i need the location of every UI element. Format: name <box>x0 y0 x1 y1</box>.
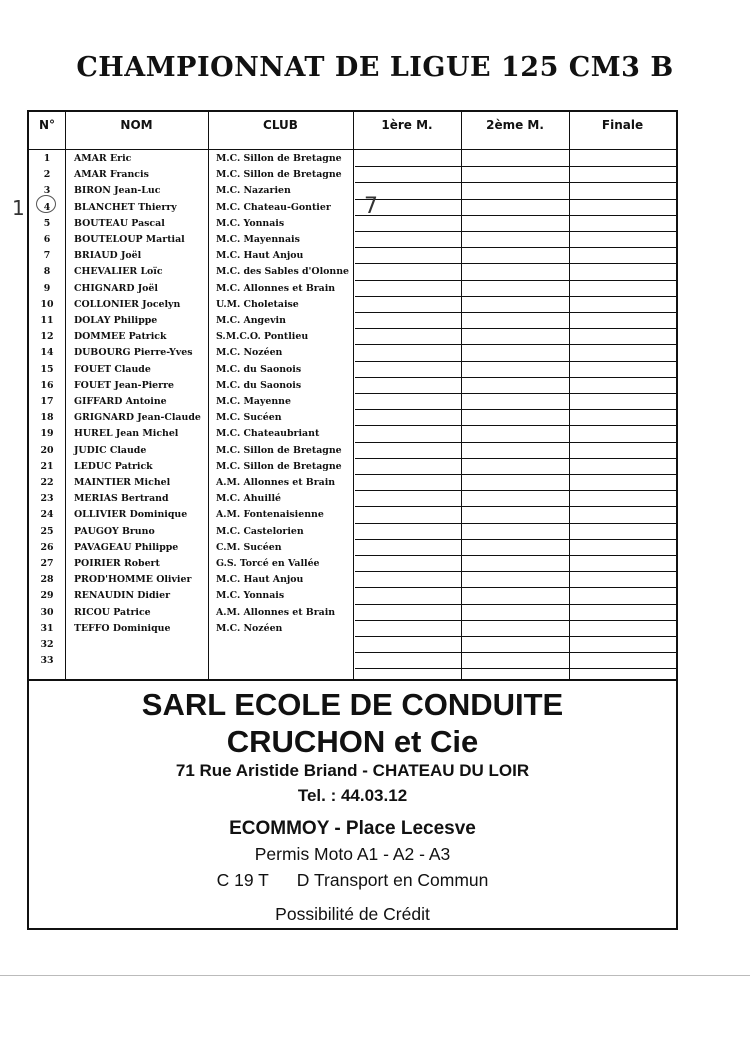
rider-number: 18 <box>40 412 54 424</box>
rider-club: M.C. Nozéen <box>216 622 283 634</box>
table-row <box>29 605 676 621</box>
rider-name: FOUET Claude <box>74 363 151 375</box>
rider-number: 33 <box>40 655 54 667</box>
ad-licence-d: D Transport en Commun <box>296 870 489 890</box>
rider-club: M.C. du Saonois <box>216 379 302 391</box>
rider-number: 1 <box>43 153 51 164</box>
rider-name: FOUET Jean-Pierre <box>74 379 174 391</box>
rider-number: 5 <box>43 217 51 229</box>
rider-name: OLLIVIER Dominique <box>74 509 188 521</box>
rider-name: BOUTELOUP Martial <box>74 234 185 245</box>
rider-club: M.C. Allonnes et Brain <box>216 282 336 294</box>
ad-company: SARL ECOLE DE CONDUITE <box>141 687 564 722</box>
header-nom: NOM <box>120 118 153 132</box>
table-row <box>29 232 676 248</box>
ad-licences-other <box>29 870 676 891</box>
ad-credit: Possibilité de Crédit <box>275 904 430 924</box>
table-row <box>29 540 676 556</box>
rider-number: 29 <box>40 590 54 602</box>
rider-name: CHIGNARD Joël <box>74 282 158 294</box>
rider-name: BOUTEAU Pascal <box>74 217 165 229</box>
rider-club: M.C. du Saonois <box>216 363 302 375</box>
rider-number: 4 <box>43 201 51 213</box>
rider-club: A.M. Allonnes et Brain <box>216 477 336 488</box>
rider-number: 20 <box>40 444 54 456</box>
rider-name: COLLONIER Jocelyn <box>74 298 181 310</box>
rider-number: 3 <box>43 185 51 197</box>
table-row <box>29 491 676 507</box>
rider-name: AMAR Eric <box>74 153 132 164</box>
rider-name: POIRIER Robert <box>74 558 160 569</box>
rider-club: A.M. Fontenaisienne <box>216 509 324 521</box>
table-row <box>29 459 676 475</box>
table-row <box>29 264 676 280</box>
rider-number: 16 <box>40 379 54 391</box>
table-row <box>29 345 676 361</box>
rider-club: M.C. Nozéen <box>216 347 283 359</box>
rider-number: 19 <box>40 428 54 440</box>
rider-name: MERIAS Bertrand <box>74 493 169 505</box>
table-row <box>29 216 676 232</box>
rider-name: MAINTIER Michel <box>74 477 171 488</box>
rider-club: M.C. Sillon de Bretagne <box>216 153 342 164</box>
rider-number: 23 <box>40 493 54 505</box>
rider-number: 30 <box>40 606 54 618</box>
handwritten-margin-mark: 1 <box>12 196 25 220</box>
rider-club: M.C. Haut Anjou <box>216 250 304 262</box>
rider-name: GRIGNARD Jean-Claude <box>74 412 201 424</box>
rider-name: BIRON Jean-Luc <box>74 185 161 197</box>
rider-number: 25 <box>40 525 54 537</box>
handwritten-score: 7 <box>364 194 378 219</box>
table-row <box>29 588 676 604</box>
rider-name: LEDUC Patrick <box>74 460 153 472</box>
rider-name: AMAR Francis <box>74 169 149 181</box>
rider-club: M.C. Sillon de Bretagne <box>216 169 342 181</box>
rider-number: 12 <box>40 331 54 343</box>
rider-club: M.C. Yonnais <box>216 590 285 602</box>
rider-club: M.C. Mayenne <box>216 396 291 407</box>
rider-number: 21 <box>40 460 54 472</box>
rider-name: DOLAY Philippe <box>74 315 158 326</box>
rider-name: TEFFO Dominique <box>74 622 171 634</box>
rider-number: 15 <box>40 363 54 375</box>
rider-name: GIFFARD Antoine <box>74 396 167 407</box>
row-divider <box>355 668 676 669</box>
rider-club: A.M. Allonnes et Brain <box>216 606 336 618</box>
ad-licences: Permis Moto A1 - A2 - A3 <box>254 844 451 864</box>
rider-number: 32 <box>40 639 54 650</box>
rider-club: M.C. Chateau-Gontier <box>216 201 331 213</box>
rider-name: RENAUDIN Didier <box>74 590 171 602</box>
rider-club: M.C. des Sables d'Olonne <box>216 266 349 278</box>
header-manche-1: 1ère M. <box>381 118 433 132</box>
table-row <box>29 637 676 653</box>
rider-number: 11 <box>40 315 54 326</box>
rider-club: M.C. Sucéen <box>216 412 282 424</box>
rider-club: M.C. Castelorien <box>216 525 304 537</box>
table-row <box>29 167 676 183</box>
rider-club: S.M.C.O. Pontlieu <box>216 331 309 343</box>
header-finale: Finale <box>601 118 644 132</box>
rider-name: DUBOURG Pierre-Yves <box>74 347 193 359</box>
ad-address: 71 Rue Aristide Briand - CHATEAU DU LOIR <box>175 761 530 780</box>
rider-club: U.M. Choletaise <box>216 298 299 310</box>
rider-name: HUREL Jean Michel <box>74 428 179 440</box>
rider-club: M.C. Chateaubriant <box>216 428 320 440</box>
table-row <box>29 426 676 442</box>
header-club: CLUB <box>263 118 298 132</box>
rider-club: C.M. Sucéen <box>216 541 282 553</box>
rider-number: 7 <box>43 250 51 262</box>
rider-number: 14 <box>40 347 54 359</box>
table-row <box>29 507 676 523</box>
rider-name: PAVAGEAU Philippe <box>74 541 179 553</box>
rider-name: JUDIC Claude <box>74 444 147 456</box>
table-row <box>29 443 676 459</box>
ad-branch: ECOMMOY - Place Lecesve <box>229 818 476 839</box>
table-row <box>29 410 676 426</box>
table-row <box>29 394 676 410</box>
table-row <box>29 556 676 572</box>
rider-name: DOMMEE Patrick <box>74 331 167 343</box>
rider-club: G.S. Torcé en Vallée <box>216 558 320 569</box>
header-divider <box>29 149 676 150</box>
table-row <box>29 297 676 313</box>
table-row <box>29 183 676 199</box>
ad-licence-c: C 19 T <box>216 870 269 890</box>
header-num: N° <box>38 118 56 132</box>
rider-name: PROD'HOMME Olivier <box>74 574 192 586</box>
rider-name: RICOU Patrice <box>74 606 151 618</box>
table-row <box>29 362 676 378</box>
rider-club: M.C. Haut Anjou <box>216 574 304 586</box>
table-row <box>29 313 676 329</box>
rider-club: M.C. Ahuillé <box>216 493 282 505</box>
rider-number: 27 <box>40 558 54 569</box>
handwritten-circle <box>36 195 56 213</box>
rider-name: CHEVALIER Loïc <box>74 266 163 278</box>
table-row <box>29 329 676 345</box>
rider-number: 10 <box>40 298 54 310</box>
table-row <box>29 248 676 264</box>
rider-club: M.C. Yonnais <box>216 217 285 229</box>
table-row <box>29 653 676 669</box>
results-form <box>27 110 678 930</box>
table-row <box>29 475 676 491</box>
rider-number: 28 <box>40 574 54 586</box>
rider-number: 24 <box>40 509 54 521</box>
rider-club: M.C. Nazarien <box>216 185 291 197</box>
rider-number: 17 <box>40 396 54 407</box>
table-row <box>29 151 676 167</box>
rider-number: 2 <box>43 169 51 181</box>
rider-number: 8 <box>43 266 51 278</box>
page-edge <box>0 975 750 976</box>
table-row <box>29 378 676 394</box>
rider-number: 9 <box>43 282 51 294</box>
rider-number: 26 <box>40 541 54 553</box>
rider-name: BRIAUD Joël <box>74 250 142 262</box>
ad-phone: Tel. : 44.03.12 <box>297 786 408 805</box>
table-row <box>29 572 676 588</box>
rider-club: M.C. Sillon de Bretagne <box>216 460 342 472</box>
rider-name: BLANCHET Thierry <box>74 201 177 213</box>
table-row <box>29 200 676 216</box>
rider-name: PAUGOY Bruno <box>74 525 155 537</box>
header-manche-2: 2ème M. <box>486 118 544 132</box>
ad-company-name: CRUCHON et Cie <box>226 724 479 759</box>
rider-number: 22 <box>40 477 54 488</box>
table-row <box>29 281 676 297</box>
rider-club: M.C. Mayennais <box>216 234 300 245</box>
rider-club: M.C. Sillon de Bretagne <box>216 444 342 456</box>
rider-number: 6 <box>43 234 51 245</box>
results-table <box>29 112 676 681</box>
table-row <box>29 621 676 637</box>
rider-club: M.C. Angevin <box>216 315 286 326</box>
page-title: CHAMPIONNAT DE LIGUE 125 CM3 B <box>76 52 674 83</box>
rider-number: 31 <box>40 622 54 634</box>
table-row <box>29 524 676 540</box>
